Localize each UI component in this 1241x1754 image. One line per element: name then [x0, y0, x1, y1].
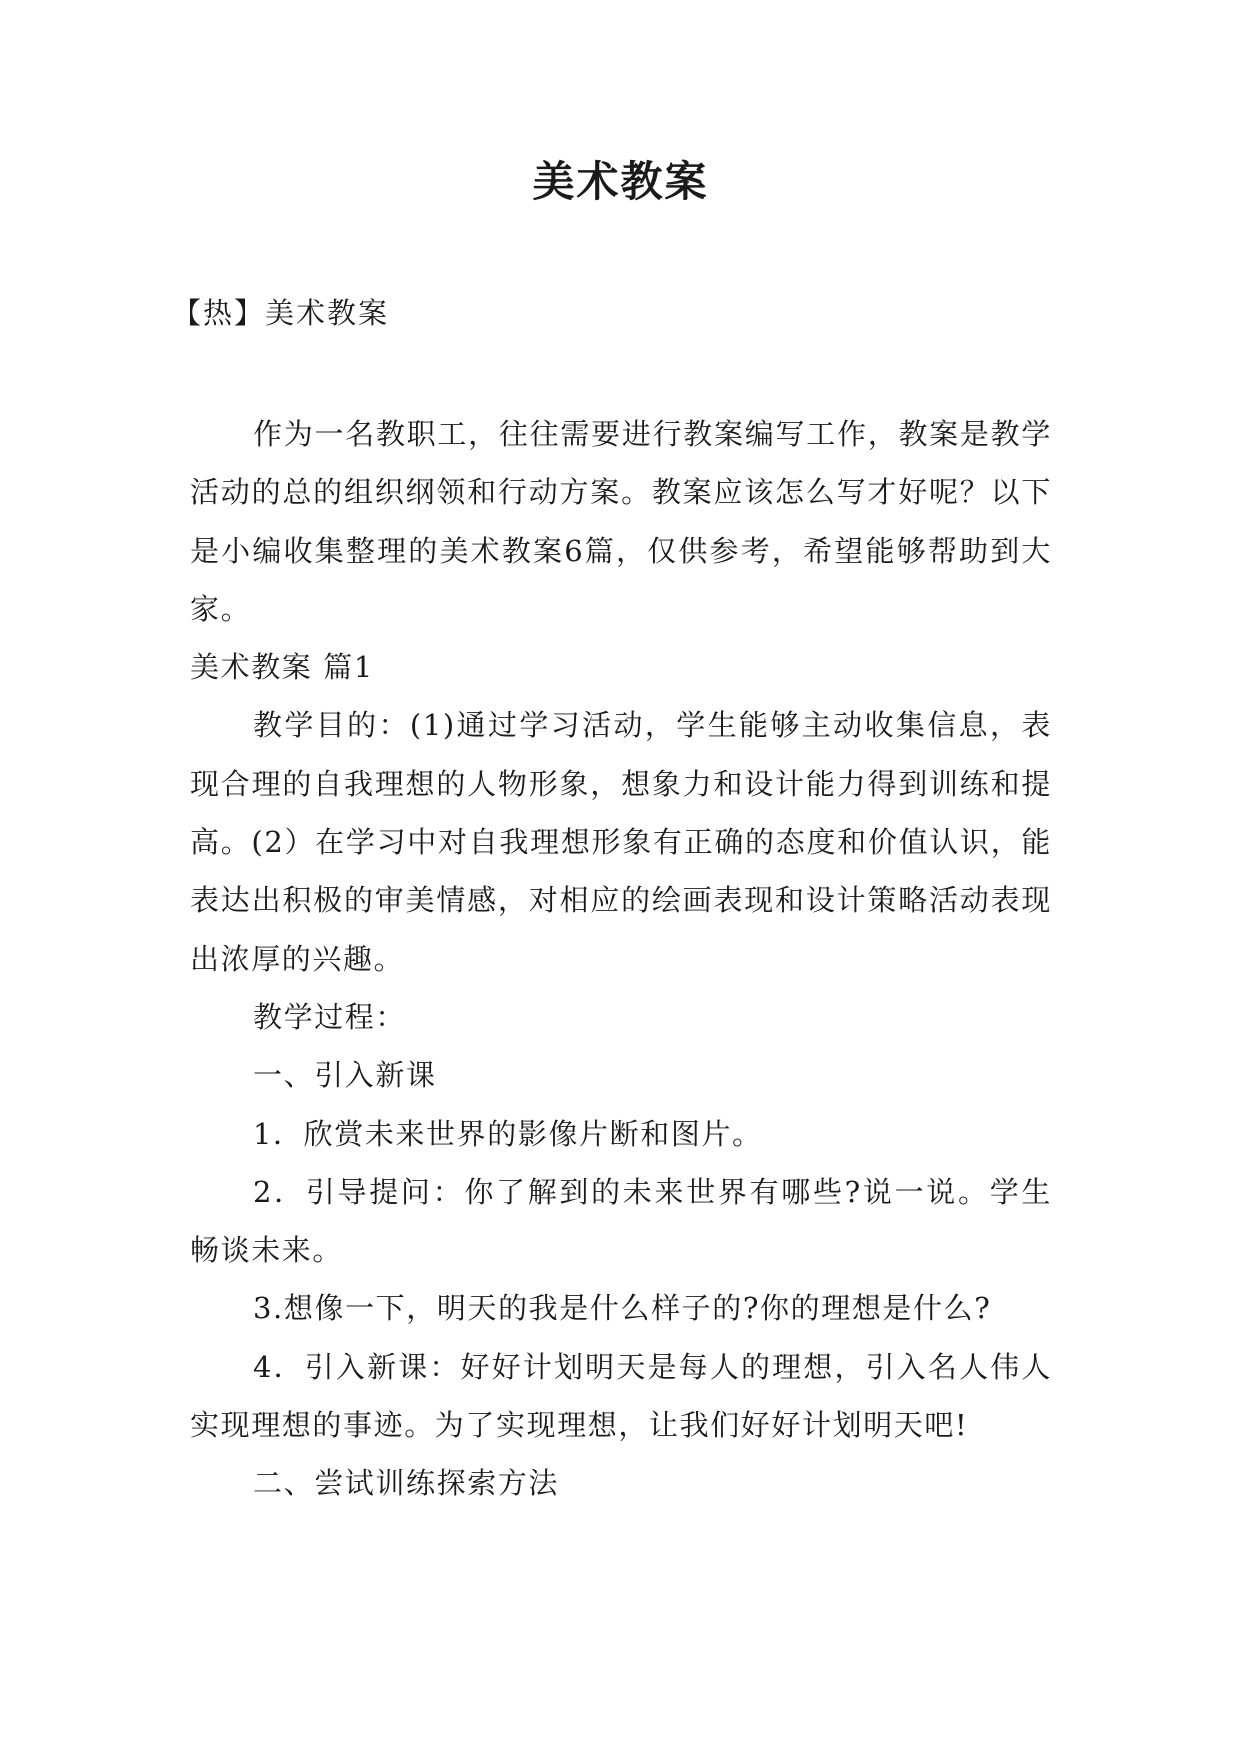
paragraph: 作为一名教职工，往往需要进行教案编写工作，教案是教学活动的总的组织纲领和行动方案。教案应该怎么写才好呢？以下是小编收集整理的美术教案6篇，仅供参考，希望能够帮助到大家。: [190, 417, 1052, 626]
paragraph: 3.想像一下，明天的我是什么样子的?你的理想是什么?: [253, 1291, 992, 1326]
document-body: [190, 405, 1052, 1513]
paragraph: 4．引入新课：好好计划明天是每人的理想，引入名人伟人实现理想的事迹。为了实现理想，让我们好好计划明天吧!: [190, 1349, 1052, 1443]
paragraph: 二、尝试训练探索方法: [253, 1466, 560, 1501]
document-subtitle: 【热】美术教案: [172, 296, 390, 330]
paragraph: 1．欣赏未来世界的影像片断和图片。: [253, 1116, 763, 1151]
paragraph: 教学过程：: [253, 999, 407, 1034]
document-title: 美术教案: [532, 157, 709, 206]
paragraph: 美术教案 篇1: [190, 650, 374, 685]
paragraph: 一、引入新课: [253, 1058, 437, 1093]
paragraph: 教学目的：(1)通过学习活动，学生能够主动收集信息，表现合理的自我理想的人物形象，想象力和设计能力得到训练和提高。(2）在学习中对自我理想形象有正确的态度和价值认识，能表达出积极的审美情感，对相应的绘画表现和设计策略活动表现出浓厚的兴趣。: [190, 708, 1052, 976]
paragraph: 2．引导提问：你了解到的未来世界有哪些?说一说。学生畅谈未来。: [190, 1174, 1052, 1268]
